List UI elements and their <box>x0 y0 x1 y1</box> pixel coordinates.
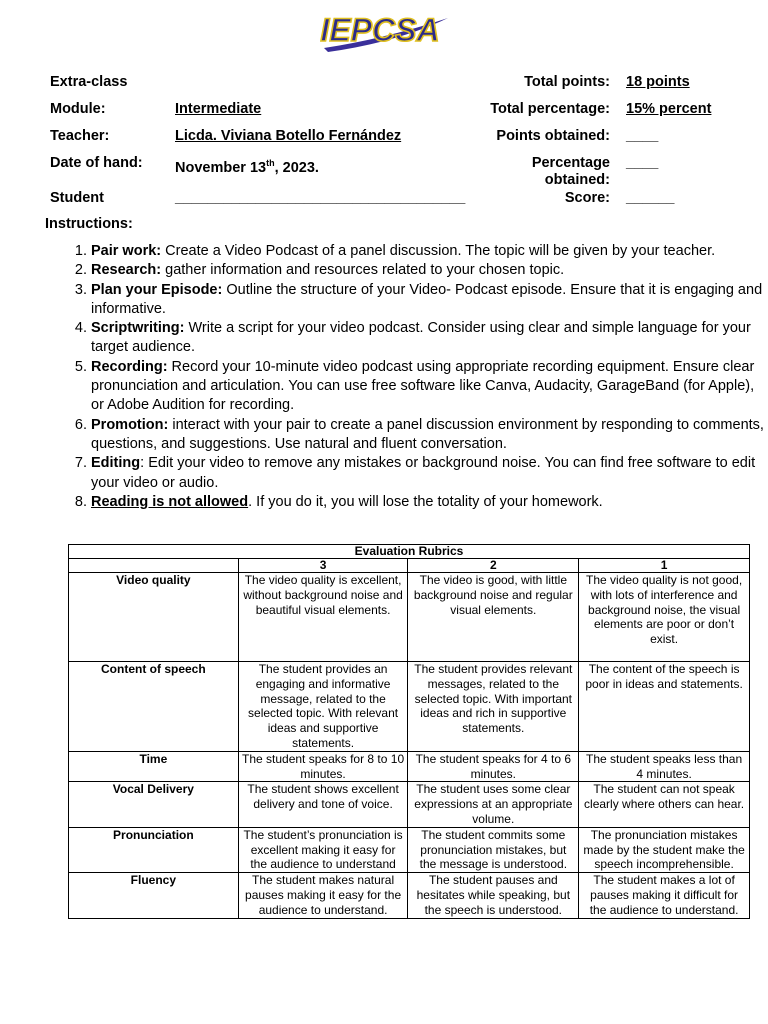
date-label: Date of hand: <box>50 155 143 171</box>
evaluation-rubric-table <box>68 544 750 919</box>
rubric-cell: The student speaks for 8 to 10 minutes. <box>238 751 408 782</box>
percentage-obtained-label-1: Percentage <box>531 155 610 171</box>
instruction-item: 4. Scriptwriting: Write a script for your video podcast. Consider using clear and simple language for your target audience. <box>91 319 768 358</box>
criterion-fluency: Fluency <box>69 873 239 918</box>
percentage-obtained-label-2: obtained: <box>544 172 610 188</box>
iepcsa-logo <box>318 8 450 56</box>
score-header-1: 1 <box>579 559 750 573</box>
module-value: Intermediate <box>175 101 262 117</box>
rubric-title: Evaluation Rubrics <box>69 545 750 559</box>
table-row <box>69 662 750 752</box>
rubric-cell: The student uses some clear expressions at an appropriate volume. <box>408 782 579 827</box>
criterion-vocal-delivery: Vocal Delivery <box>69 782 239 827</box>
score-value: ______ <box>626 190 675 206</box>
rubric-cell: The video is good, with little background noise and regular visual elements. <box>408 573 579 662</box>
teacher-value: Licda. Viviana Botello Fernández <box>175 128 402 144</box>
criterion-video-quality: Video quality <box>69 573 239 662</box>
instruction-item: 2. Research: gather information and resources related to your chosen topic. <box>91 261 768 280</box>
rubric-cell: The student’s pronunciation is excellent making it easy for the audience to understand <box>238 827 408 872</box>
total-points-value: 18 points <box>626 74 690 90</box>
rubric-cell: The student makes natural pauses making it easy for the audience to understand. <box>238 873 408 918</box>
logo-text: IEPCSA <box>320 12 440 48</box>
table-row <box>69 827 750 872</box>
table-row <box>69 751 750 782</box>
criterion-time: Time <box>69 751 239 782</box>
instructions-title: Instructions: <box>45 216 133 232</box>
instruction-item: 8. Reading is not allowed. If you do it, you will lose the totality of your homework. <box>91 493 768 512</box>
total-points-label: Total points: <box>524 74 610 90</box>
instruction-item: 5. Recording: Record your 10-minute video podcast using appropriate recording equipment. Ensure clear pronunciation and articulation. You can use free software like Canva, Audacity, GarageBand (for Apple), or Adobe Audition for recording. <box>91 358 768 416</box>
rubric-cell: The content of the speech is poor in ideas and statements. <box>579 662 750 752</box>
rubric-cell: The student pauses and hesitates while speaking, but the speech is understood. <box>408 873 579 918</box>
rubric-cell: The student can not speak clearly where others can hear. <box>579 782 750 827</box>
extra-class-label: Extra-class <box>50 74 128 90</box>
student-blank: ____________________________________ <box>175 190 466 206</box>
score-label: Score: <box>564 190 610 206</box>
points-obtained-label: Points obtained: <box>496 128 610 144</box>
rubric-cell: The video quality is excellent, without background noise and beautiful visual elements. <box>238 573 408 662</box>
criterion-content-of-speech: Content of speech <box>69 662 239 752</box>
criterion-pronunciation: Pronunciation <box>69 827 239 872</box>
rubric-criterion-header <box>69 559 239 573</box>
rubric-cell: The video quality is not good, with lots of interference and background noise, the visual elements are poor or don’t exist. <box>579 573 750 662</box>
rubric-cell: The student commits some pronunciation mistakes, but the message is understood. <box>408 827 579 872</box>
instruction-item: 6. Promotion: interact with your pair to create a panel discussion environment by responding to comments, questions, and suggestions. Use natural and fluent conversation. <box>91 416 768 455</box>
score-header-3: 3 <box>238 559 408 573</box>
instruction-item: 1. Pair work: Create a Video Podcast of a panel discussion. The topic will be given by your teacher. <box>91 242 768 261</box>
instruction-item: 3. Plan your Episode: Outline the structure of your Video- Podcast episode. Ensure that it is engaging and informative. <box>91 281 768 320</box>
student-label: Student <box>50 190 104 206</box>
instruction-item: 7. Editing: Edit your video to remove any mistakes or background noise. You can find free software to edit your video or audio. <box>91 454 768 493</box>
rubric-cell: The student makes a lot of pauses making it difficult for the audience to understand. <box>579 873 750 918</box>
date-value: November 13th, 2023. <box>175 158 319 176</box>
total-percentage-value: 15% percent <box>626 101 712 117</box>
percentage-obtained-value: ____ <box>626 155 659 171</box>
rubric-cell: The pronunciation mistakes made by the student make the speech incomprehensible. <box>579 827 750 872</box>
rubric-cell: The student speaks less than 4 minutes. <box>579 751 750 782</box>
points-obtained-value: ____ <box>626 128 659 144</box>
teacher-label: Teacher: <box>50 128 110 144</box>
rubric-cell: The student shows excellent delivery and tone of voice. <box>238 782 408 827</box>
rubric-cell: The student provides relevant messages, related to the selected topic. With important ideas and rich in supportive statements. <box>408 662 579 752</box>
rubric-cell: The student speaks for 4 to 6 minutes. <box>408 751 579 782</box>
module-label: Module: <box>50 101 106 117</box>
score-header-2: 2 <box>408 559 579 573</box>
rubric-cell: The student provides an engaging and informative message, related to the selected topic. With relevant ideas and supportive statements. <box>238 662 408 752</box>
instructions-list <box>45 242 768 512</box>
table-row <box>69 573 750 662</box>
table-row <box>69 782 750 827</box>
table-row <box>69 873 750 918</box>
total-percentage-label: Total percentage: <box>490 101 610 117</box>
